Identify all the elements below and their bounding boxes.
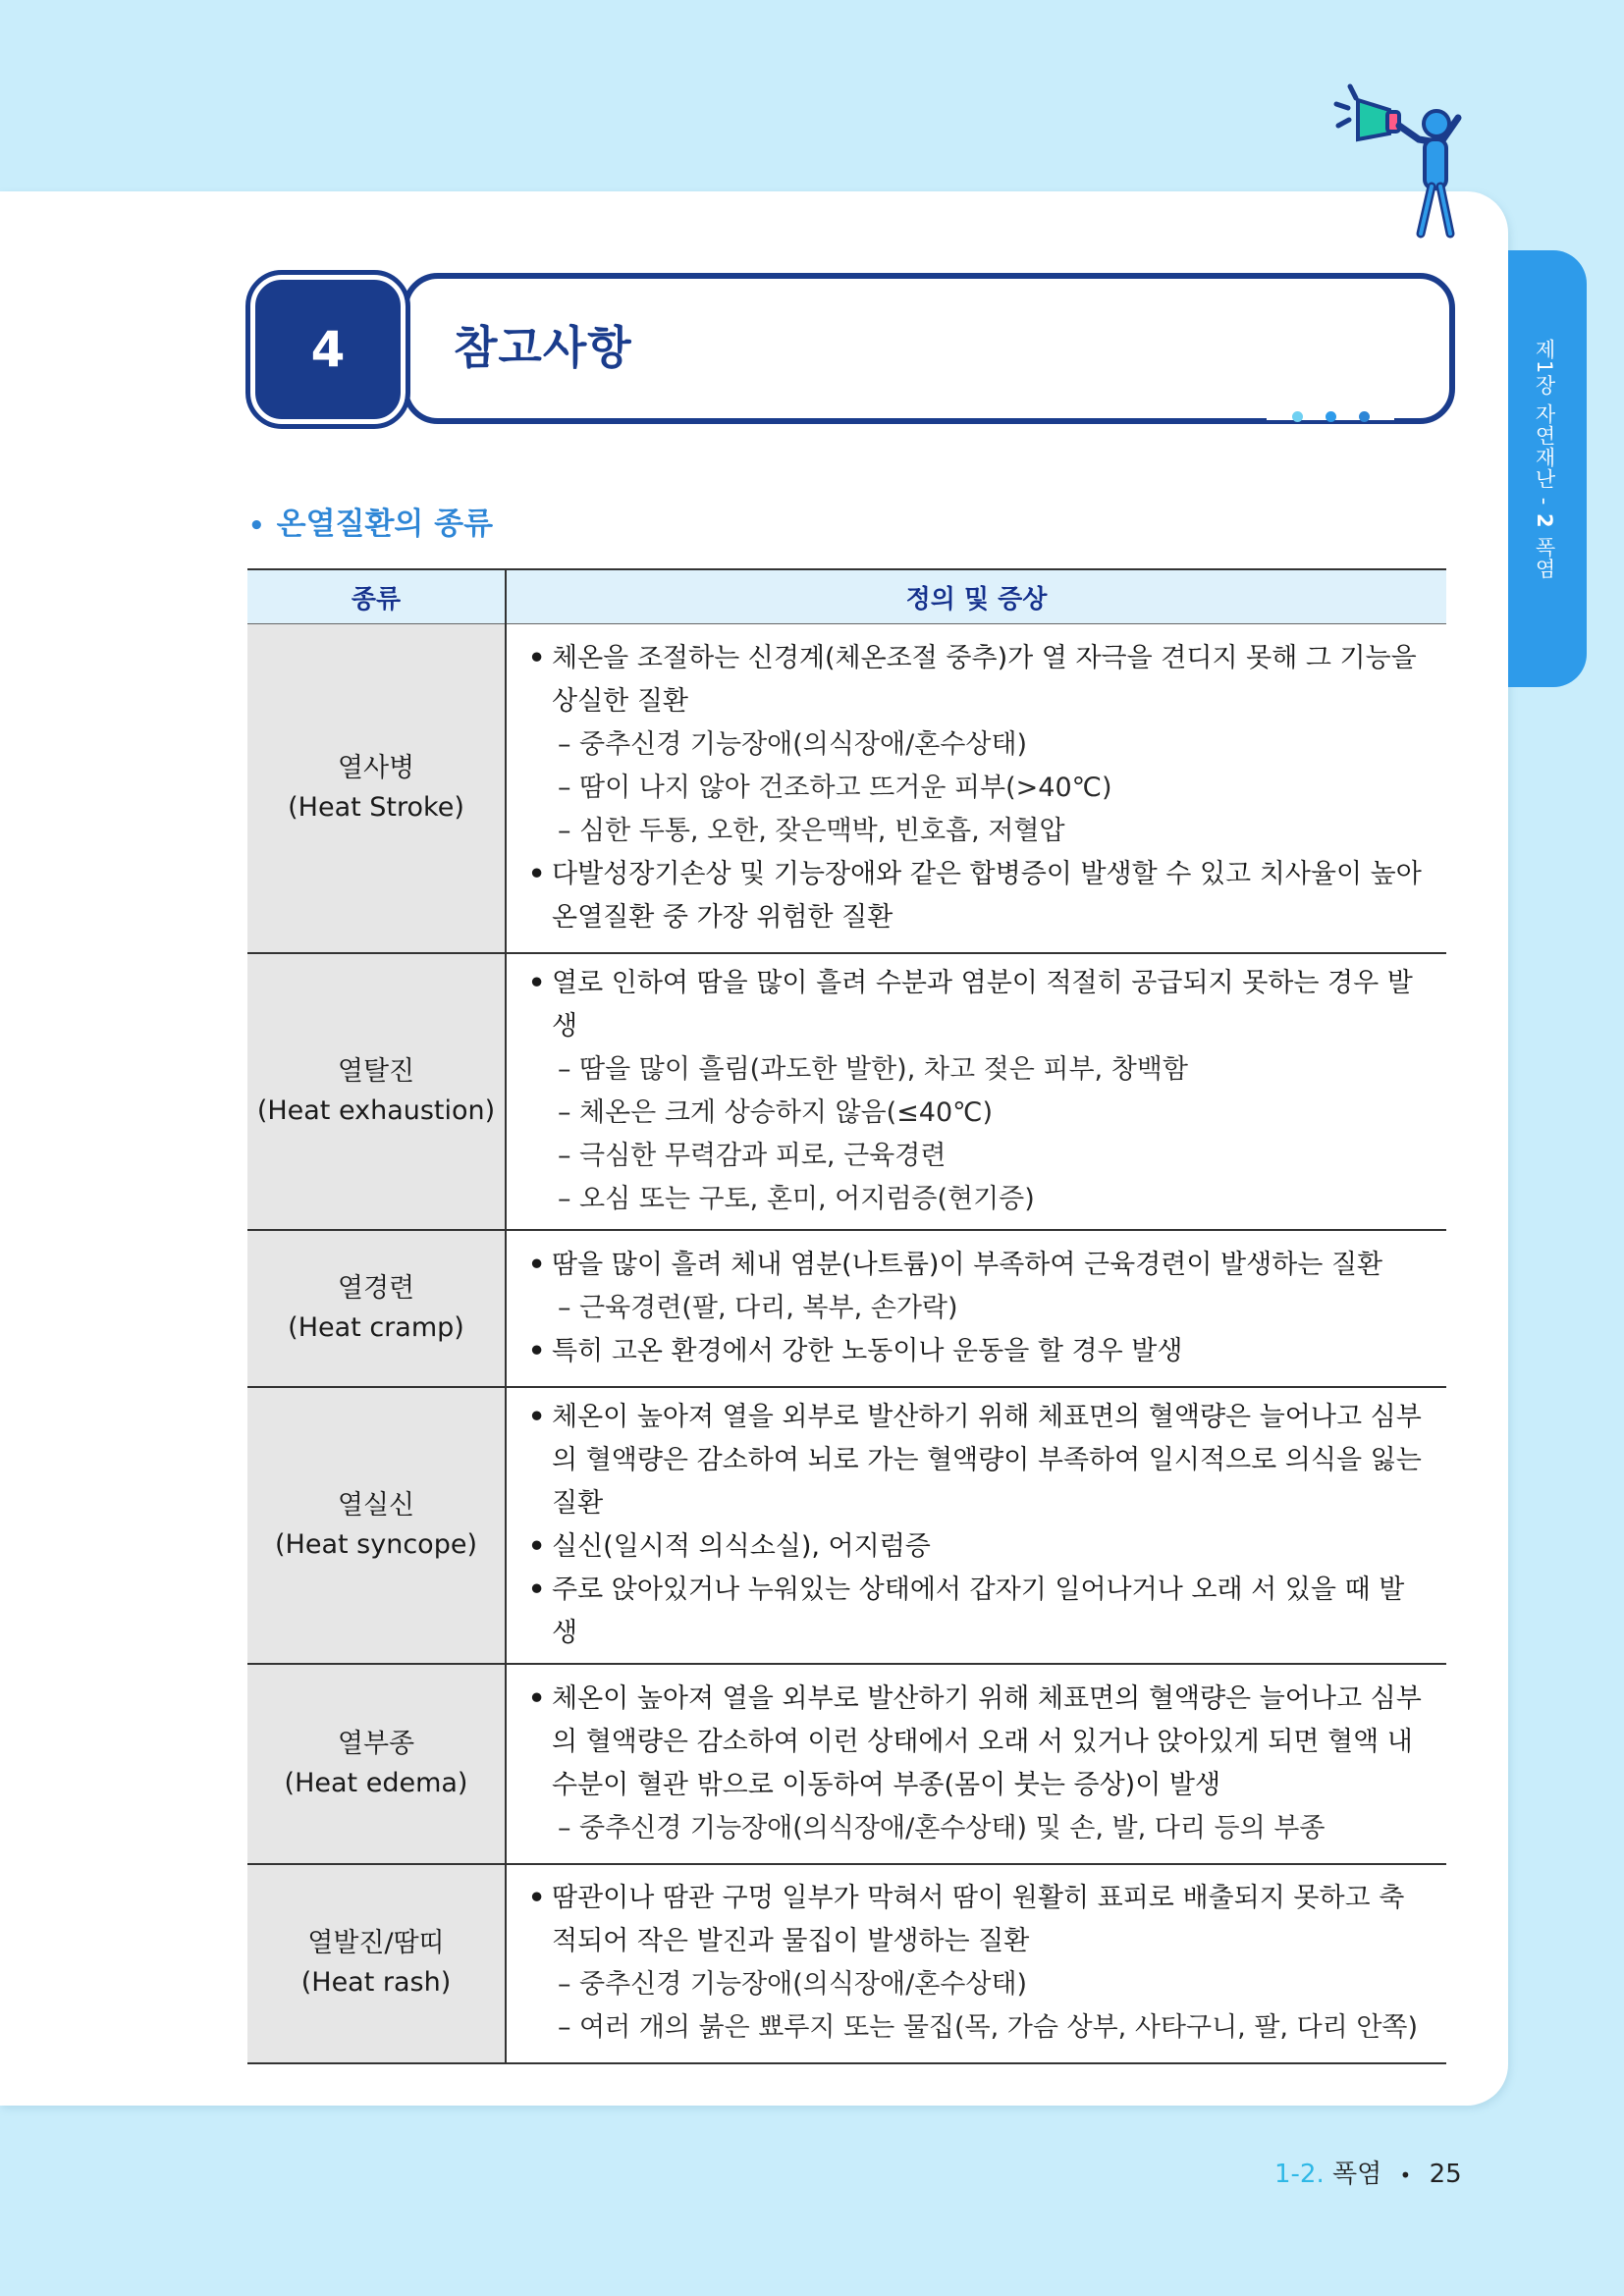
chapter-side-tab-label: 제1장 자연재난 - 2 폭염 bbox=[1533, 339, 1556, 580]
table-row bbox=[247, 624, 1446, 953]
sub-point: – 중추신경 기능장애(의식장애/혼수상태) bbox=[528, 723, 1429, 767]
sub-point: – 극심한 무력감과 피로, 근육경련 bbox=[528, 1135, 1429, 1178]
subsection-title bbox=[248, 499, 493, 543]
illness-name-cell bbox=[247, 1387, 506, 1664]
table-row bbox=[247, 953, 1446, 1230]
chapter-sub-title: 폭염 bbox=[1533, 536, 1556, 580]
bullet-point: • 다발성장기손상 및 기능장애와 같은 합병증이 발생할 수 있고 치사율이 높아 온열질환 중 가장 위험한 질환 bbox=[528, 853, 1429, 939]
page-number: 25 bbox=[1429, 2160, 1462, 2189]
bullet-point: • 땀을 많이 흘려 체내 염분(나트륨)이 부족하여 근육경련이 발생하는 질환 bbox=[528, 1244, 1429, 1287]
header-dots-decoration bbox=[1292, 407, 1392, 426]
footer-separator: • bbox=[1399, 2163, 1412, 2187]
subsection-bullet: • bbox=[248, 511, 265, 541]
illness-definition-cell bbox=[506, 1387, 1446, 1664]
illness-name-en: (Heat Stroke) bbox=[288, 791, 464, 823]
illness-name-en: (Heat edema) bbox=[284, 1767, 468, 1798]
chapter-sub-number: 2 bbox=[1533, 513, 1556, 529]
heat-illness-table bbox=[247, 568, 1446, 2064]
illness-name-ko: 열사병 bbox=[337, 752, 415, 783]
bullet-point: • 체온이 높아져 열을 외부로 발산하기 위해 체표면의 혈액량은 늘어나고 심부의 혈액량은 감소하여 이런 상태에서 오래 서 있거나 앉아있게 되면 혈액 내 수분이 혈관 밖으로 이동하여 부종(몸이 붓는 증상)이 발생 bbox=[528, 1678, 1429, 1807]
illness-name-en: (Heat exhaustion) bbox=[256, 1095, 496, 1126]
illness-definition-cell bbox=[506, 1230, 1446, 1387]
bullet-point: • 실신(일시적 의식소실), 어지럼증 bbox=[528, 1525, 1429, 1569]
sub-point: – 오심 또는 구토, 혼미, 어지럼증(현기증) bbox=[528, 1178, 1429, 1221]
table-row bbox=[247, 1664, 1446, 1864]
sub-point: – 중추신경 기능장애(의식장애/혼수상태) 및 손, 발, 다리 등의 부종 bbox=[528, 1807, 1429, 1850]
page-footer bbox=[1274, 2154, 1462, 2190]
illness-name-cell bbox=[247, 624, 506, 953]
bullet-point: • 체온이 높아져 열을 외부로 발산하기 위해 체표면의 혈액량은 늘어나고 심부의 혈액량은 감소하여 뇌로 가는 혈액량이 부족하여 일시적으로 의식을 잃는 질환 bbox=[528, 1396, 1429, 1525]
sub-point: – 땀을 많이 흘림(과도한 발한), 차고 젖은 피부, 창백함 bbox=[528, 1048, 1429, 1092]
illness-name-cell bbox=[247, 1864, 506, 2063]
illness-definition-cell bbox=[506, 953, 1446, 1230]
illness-name-en: (Heat syncope) bbox=[275, 1528, 477, 1560]
sub-point: – 중추신경 기능장애(의식장애/혼수상태) bbox=[528, 1963, 1429, 2006]
illness-name-en: (Heat rash) bbox=[300, 1967, 452, 1998]
bullet-point: • 열로 인하여 땀을 많이 흘려 수분과 염분이 적절히 공급되지 못하는 경우 발생 bbox=[528, 962, 1429, 1048]
footer-section: 1-2. bbox=[1274, 2160, 1325, 2189]
sub-point: – 심한 두통, 오한, 잦은맥박, 빈호흡, 저혈압 bbox=[528, 810, 1429, 853]
sub-point: – 근육경련(팔, 다리, 복부, 손가락) bbox=[528, 1287, 1429, 1330]
bullet-point: • 체온을 조절하는 신경계(체온조절 중추)가 열 자극을 견디지 못해 그 기능을 상실한 질환 bbox=[528, 637, 1429, 723]
column-header-definition: 정의 및 증상 bbox=[506, 569, 1446, 624]
bullet-point: • 특히 고온 환경에서 강한 노동이나 운동을 할 경우 발생 bbox=[528, 1330, 1429, 1373]
chapter-label: 제1장 bbox=[1533, 339, 1556, 397]
table-row bbox=[247, 1387, 1446, 1664]
bullet-point: • 땀관이나 땀관 구멍 일부가 막혀서 땀이 원활히 표피로 배출되지 못하고 축적되어 작은 발진과 물집이 발생하는 질환 bbox=[528, 1877, 1429, 1963]
illness-name-cell bbox=[247, 953, 506, 1230]
subsection-title-text: 온열질환의 종류 bbox=[276, 507, 494, 542]
chapter-title: 자연재난 bbox=[1533, 403, 1556, 491]
page-title: 참고사항 bbox=[454, 321, 632, 374]
illness-definition-cell bbox=[506, 1864, 1446, 2063]
illness-definition-cell bbox=[506, 624, 1446, 953]
bullet-point: • 주로 앉아있거나 누워있는 상태에서 갑자기 일어나거나 오래 서 있을 때 발생 bbox=[528, 1569, 1429, 1655]
sub-point: – 여러 개의 붉은 뾰루지 또는 물집(목, 가슴 상부, 사타구니, 팔, 다리 안쪽) bbox=[528, 2006, 1429, 2050]
illness-name-cell bbox=[247, 1664, 506, 1864]
megaphone-person-icon bbox=[1330, 79, 1478, 245]
section-number: 4 bbox=[250, 275, 406, 424]
sub-point: – 땀이 나지 않아 건조하고 뜨거운 피부(>40℃) bbox=[528, 767, 1429, 810]
illness-definition-cell bbox=[506, 1664, 1446, 1864]
illness-name-en: (Heat cramp) bbox=[288, 1311, 464, 1343]
illness-name-cell bbox=[247, 1230, 506, 1387]
illness-name-ko: 열경련 bbox=[337, 1272, 415, 1304]
illness-name-ko: 열탈진 bbox=[337, 1055, 415, 1087]
table-row bbox=[247, 1864, 1446, 2063]
footer-title: 폭염 bbox=[1332, 2160, 1382, 2189]
illness-name-ko: 열부종 bbox=[337, 1728, 415, 1759]
table-header-row bbox=[247, 569, 1446, 624]
sub-point: – 체온은 크게 상승하지 않음(≤40℃) bbox=[528, 1092, 1429, 1135]
illness-name-ko: 열실신 bbox=[337, 1489, 415, 1521]
column-header-type: 종류 bbox=[247, 569, 506, 624]
table-row bbox=[247, 1230, 1446, 1387]
illness-name-ko: 열발진/땀띠 bbox=[307, 1928, 445, 1958]
